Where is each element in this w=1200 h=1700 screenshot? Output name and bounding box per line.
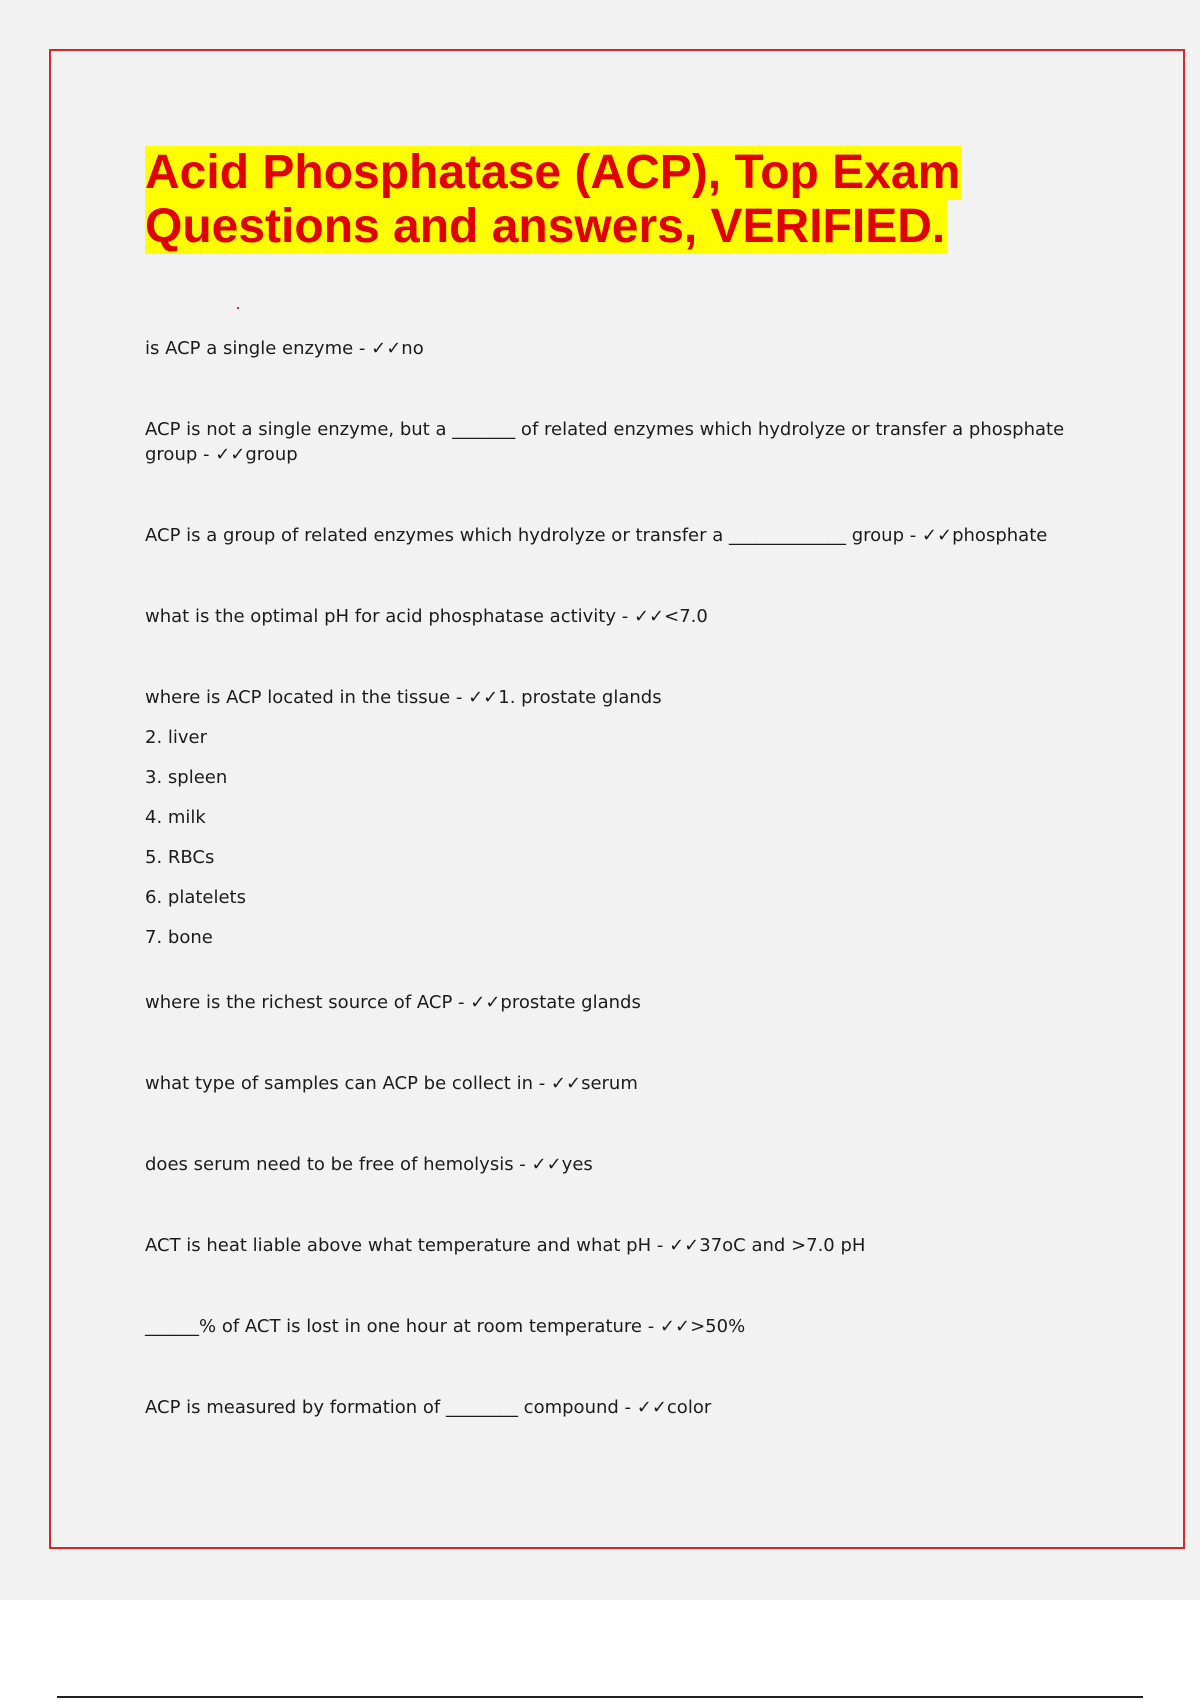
list-item: 6. platelets bbox=[145, 887, 246, 908]
qa-item: ACP is not a single enzyme, but a _______ of related enzymes which hydrolyze or transfer a phosphate group - ✓✓group bbox=[145, 419, 1065, 465]
stray-dot bbox=[237, 307, 239, 309]
qa-list bbox=[145, 336, 1090, 1476]
list-item: 3. spleen bbox=[145, 767, 228, 788]
qa-item: ______% of ACT is lost in one hour at room temperature - ✓✓>50% bbox=[145, 1316, 746, 1337]
qa-item: ACT is heat liable above what temperature and what pH - ✓✓37oC and >7.0 pH bbox=[145, 1235, 866, 1256]
qa-item-with-list bbox=[145, 685, 1090, 950]
qa-item: is ACP a single enzyme - ✓✓no bbox=[145, 338, 424, 359]
footer-divider bbox=[57, 1696, 1143, 1698]
list-item: 5. RBCs bbox=[145, 847, 215, 868]
document-title bbox=[145, 146, 1090, 254]
list-item: 7. bone bbox=[145, 927, 213, 948]
title-line-1: Acid Phosphatase (ACP), Top Exam bbox=[145, 146, 961, 199]
qa-item: ACP is measured by formation of ________ compound - ✓✓color bbox=[145, 1397, 712, 1418]
qa-item: what is the optimal pH for acid phosphatase activity - ✓✓<7.0 bbox=[145, 606, 708, 627]
qa-item: ACP is a group of related enzymes which hydrolyze or transfer a _____________ group - ✓✓phosphate bbox=[145, 525, 1048, 546]
qa-item: does serum need to be free of hemolysis - ✓✓yes bbox=[145, 1154, 593, 1175]
title-line-2: Questions and answers, VERIFIED. bbox=[145, 200, 946, 253]
qa-item: what type of samples can ACP be collect in - ✓✓serum bbox=[145, 1073, 638, 1094]
qa-item: where is the richest source of ACP - ✓✓prostate glands bbox=[145, 992, 641, 1013]
list-item: 2. liver bbox=[145, 727, 208, 748]
list-item: 4. milk bbox=[145, 807, 206, 828]
qa-item-text: where is ACP located in the tissue - ✓✓1. prostate glands bbox=[145, 687, 662, 708]
